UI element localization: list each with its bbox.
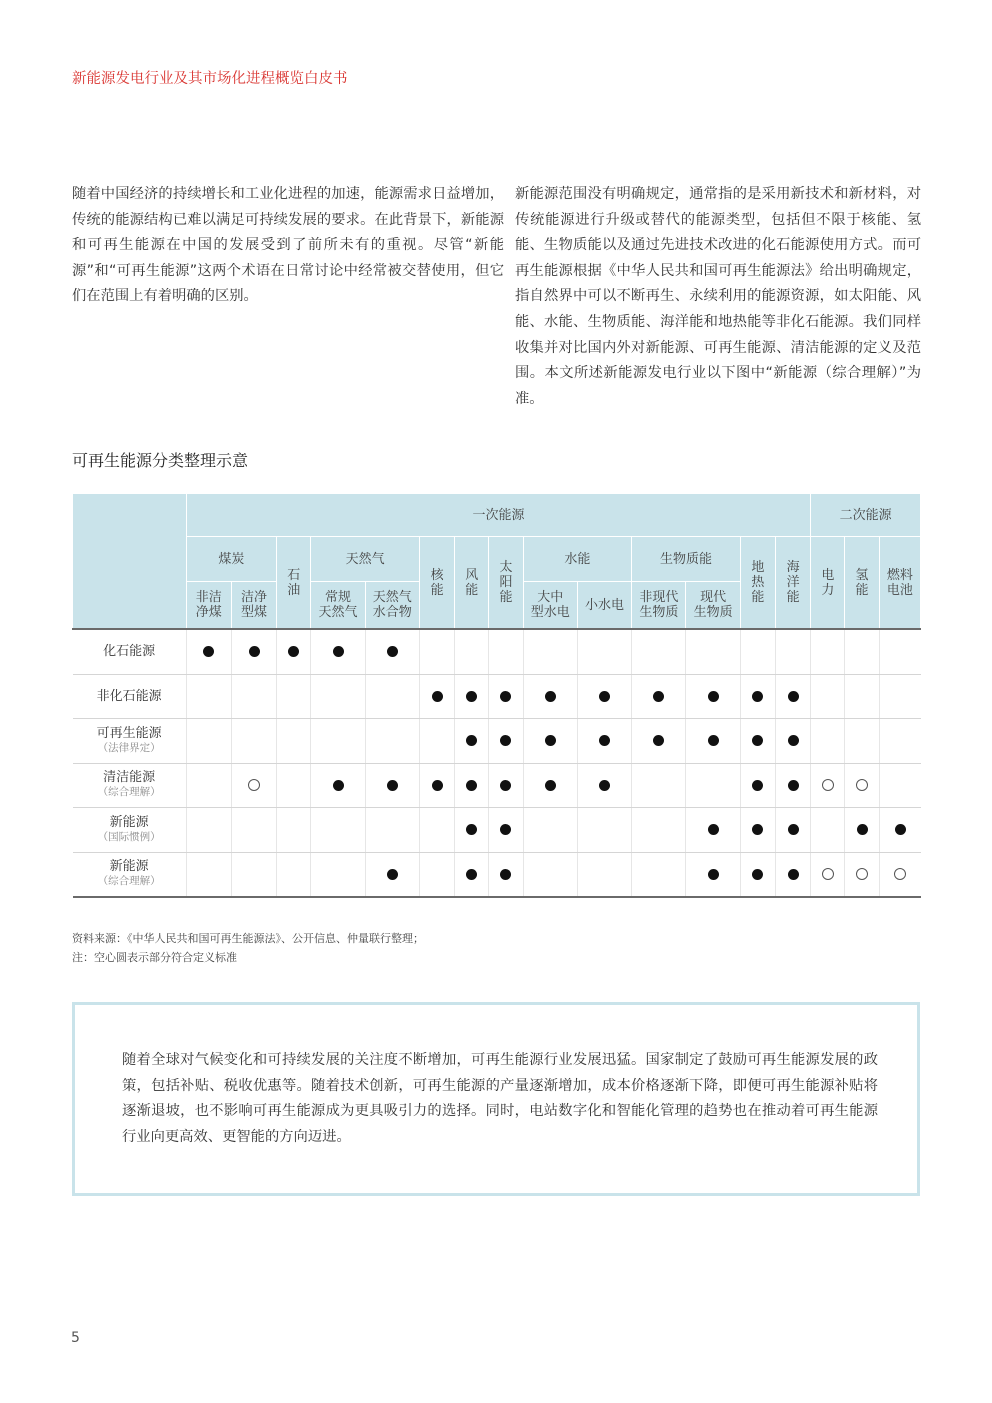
table-cell: [365, 674, 419, 719]
table-cell: [523, 674, 577, 719]
group-ocean: [776, 537, 811, 630]
table-cell: [632, 763, 686, 808]
table-cell: [311, 719, 365, 764]
table-cell: [231, 629, 276, 674]
filled-dot-icon: [500, 691, 511, 702]
table-cell: [311, 629, 365, 674]
table-cell: [686, 629, 740, 674]
group-electricity: [811, 537, 845, 630]
filled-dot-icon: [545, 780, 556, 791]
filled-dot-icon: [288, 646, 299, 657]
table-cell: [632, 852, 686, 897]
table-cell: [776, 719, 811, 764]
row-label-sub: （综合理解）: [97, 875, 161, 888]
filled-dot-icon: [599, 780, 610, 791]
table-cell: [811, 808, 845, 853]
note-line: 注：空心圆表示部分符合定义标准: [72, 951, 237, 964]
table-cell: [811, 674, 845, 719]
table-cell: [632, 808, 686, 853]
filled-dot-icon: [249, 646, 260, 657]
table-cell: [523, 719, 577, 764]
table-cell: [231, 808, 276, 853]
table-cell: [740, 763, 775, 808]
table-cell: [277, 629, 311, 674]
table-cell: [577, 763, 631, 808]
hollow-circle-icon: [856, 868, 868, 880]
table-cell: [186, 719, 231, 764]
sub-hydro-small: 小水电: [577, 582, 631, 630]
table-cell: [277, 808, 311, 853]
hollow-circle-icon: [894, 868, 906, 880]
section-title: 可再生能源分类整理示意: [72, 451, 249, 470]
group-hydrogen-label: 氢 能: [855, 567, 869, 598]
group-solar: [489, 537, 523, 630]
group-hydrogen: [845, 537, 879, 630]
sub-hydro-large: [523, 582, 577, 630]
table-cell: [811, 719, 845, 764]
table-cell: [419, 763, 454, 808]
table-cell: [455, 852, 489, 897]
filled-dot-icon: [752, 824, 763, 835]
sub-gas-hydrate-label: 天然气 水合物: [372, 590, 412, 620]
table-cell: [740, 674, 775, 719]
row-label-text: 非化石能源: [96, 688, 162, 704]
table-cell: [277, 674, 311, 719]
sub-gas-conventional: [311, 582, 365, 630]
table-cell: [879, 763, 920, 808]
table-cell: [740, 719, 775, 764]
row-label: [73, 629, 187, 674]
group-electricity-label: 电 力: [821, 567, 835, 598]
filled-dot-icon: [752, 780, 763, 791]
sub-coal-dirty-label: 非洁 净煤: [195, 590, 222, 620]
filled-dot-icon: [708, 824, 719, 835]
hollow-circle-icon: [822, 779, 834, 791]
table-cell: [740, 629, 775, 674]
filled-dot-icon: [708, 869, 719, 880]
callout-text: 随着全球对气候变化和可持续发展的关注度不断增加，可再生能源行业发展迅猛。国家制定了鼓励可再生能源发展的政策，包括补贴、税收优惠等。随着技术创新，可再生能源的产量逐渐增加，成本价格逐渐下降，即便可再生能源补贴将逐渐退坡，也不影响可再生能源成为更具吸引力的选择。同时，电站数字化和智能化管理的趋势也在推动着可再生能源行业向更高效、更智能的方向迈进。: [122, 1052, 878, 1145]
table-row: [73, 674, 921, 719]
table-cell: [455, 719, 489, 764]
table-cell: [419, 674, 454, 719]
row-label: [73, 852, 187, 897]
filled-dot-icon: [788, 780, 799, 791]
filled-dot-icon: [653, 735, 664, 746]
table-cell: [489, 808, 523, 853]
group-wind: [455, 537, 489, 630]
page-number: 5: [71, 1330, 80, 1346]
filled-dot-icon: [500, 824, 511, 835]
group-hydro: 水能: [523, 537, 632, 582]
hollow-circle-icon: [248, 779, 260, 791]
sub-coal-dirty: [186, 582, 231, 630]
table-cell: [419, 629, 454, 674]
table-cell: [776, 629, 811, 674]
hollow-circle-icon: [856, 779, 868, 791]
row-label-text: 可再生能源: [96, 725, 162, 741]
sub-coal-clean: [231, 582, 276, 630]
table-cell: [776, 852, 811, 897]
table-cell: [455, 674, 489, 719]
group-geothermal: [740, 537, 775, 630]
table-cell: [186, 808, 231, 853]
row-label-sub: （国际惯例）: [97, 830, 161, 843]
table-cell: [186, 763, 231, 808]
table-cell: [489, 763, 523, 808]
table-cell: [686, 852, 740, 897]
table-cell: [489, 852, 523, 897]
filled-dot-icon: [203, 646, 214, 657]
table-cell: [577, 674, 631, 719]
table-cell: [686, 763, 740, 808]
table-cell: [845, 763, 879, 808]
table-cell: [277, 719, 311, 764]
table-cell: [632, 629, 686, 674]
table-cell: [523, 629, 577, 674]
table-row: [73, 719, 921, 764]
table-cell: [365, 808, 419, 853]
filled-dot-icon: [599, 735, 610, 746]
table-cell: [577, 852, 631, 897]
filled-dot-icon: [432, 780, 443, 791]
row-label-text: 新能源: [109, 859, 149, 875]
table-cell: [489, 719, 523, 764]
table-cell: [311, 674, 365, 719]
table-cell: [811, 629, 845, 674]
table-cell: [365, 629, 419, 674]
filled-dot-icon: [857, 824, 868, 835]
sub-biomass-traditional-label: 非现代 生物质: [639, 590, 679, 620]
filled-dot-icon: [788, 824, 799, 835]
filled-dot-icon: [387, 646, 398, 657]
group-geothermal-label: 地 热 能: [751, 560, 765, 605]
filled-dot-icon: [752, 735, 763, 746]
row-label-sub: （综合理解）: [97, 786, 161, 799]
row-label-text: 化石能源: [103, 644, 156, 660]
filled-dot-icon: [466, 869, 477, 880]
table-cell: [231, 763, 276, 808]
sub-hydro-large-label: 大中 型水电: [530, 590, 570, 620]
row-label: [73, 808, 187, 853]
filled-dot-icon: [788, 691, 799, 702]
group-ocean-label: 海 洋 能: [786, 560, 800, 605]
filled-dot-icon: [599, 691, 610, 702]
group-fuelcell-label: 燃料 电池: [886, 567, 913, 598]
filled-dot-icon: [545, 735, 556, 746]
intro-right-paragraph: 新能源范围没有明确规定，通常指的是采用新技术和新材料，对传统能源进行升级或替代的能源类型，包括但不限于核能、氢能、生物质能以及通过先进技术改进的化石能源使用方式。而可再生能源根据《中华人民共和国可再生能源法》给出明确规定，指自然界中可以不断再生、永续利用的能源资源，如太阳能、风能、水能、生物质能、海洋能和地热能等非化石能源。我们同样收集并对比国内外对新能源、可再生能源、清洁能源的定义及范围。本文所述新能源发电行业以下图中“新能源（综合理解）”为准。: [515, 186, 921, 407]
callout-box: [72, 1002, 920, 1196]
group-wind-label: 风 能: [465, 567, 479, 598]
table-row: [73, 629, 921, 674]
sub-biomass-modern: [686, 582, 740, 630]
table-cell: [577, 629, 631, 674]
table-cell: [686, 674, 740, 719]
table-cell: [231, 719, 276, 764]
classification-table: [72, 493, 921, 898]
table-cell: [277, 763, 311, 808]
filled-dot-icon: [432, 691, 443, 702]
table-cell: [419, 852, 454, 897]
hollow-circle-icon: [822, 868, 834, 880]
table-row: [73, 763, 921, 808]
table-cell: [577, 808, 631, 853]
table-cell: [419, 719, 454, 764]
table-cell: [577, 719, 631, 764]
filled-dot-icon: [752, 691, 763, 702]
group-nuclear: [419, 537, 454, 630]
table-cell: [231, 852, 276, 897]
table-cell: [311, 808, 365, 853]
table-cell: [277, 852, 311, 897]
filled-dot-icon: [333, 780, 344, 791]
row-label: [73, 763, 187, 808]
filled-dot-icon: [333, 646, 344, 657]
filled-dot-icon: [788, 869, 799, 880]
sub-biomass-traditional: [632, 582, 686, 630]
group-oil-label: 石 油: [287, 567, 301, 598]
sub-gas-conventional-label: 常规 天然气: [318, 590, 358, 620]
filled-dot-icon: [788, 735, 799, 746]
group-fuelcell: [879, 537, 920, 630]
table-cell: [365, 763, 419, 808]
group-nuclear-label: 核 能: [430, 567, 444, 598]
filled-dot-icon: [466, 735, 477, 746]
table-cell: [186, 674, 231, 719]
table-cell: [879, 719, 920, 764]
filled-dot-icon: [545, 691, 556, 702]
filled-dot-icon: [466, 691, 477, 702]
header-secondary-energy: 二次能源: [811, 494, 921, 537]
table-cell: [455, 808, 489, 853]
filled-dot-icon: [708, 691, 719, 702]
table-cell: [879, 852, 920, 897]
table-cell: [845, 852, 879, 897]
table-cell: [186, 852, 231, 897]
table-cell: [879, 674, 920, 719]
row-label-sub: （法律界定）: [97, 741, 161, 754]
header-primary-energy: 一次能源: [186, 494, 811, 537]
filled-dot-icon: [895, 824, 906, 835]
table-cell: [845, 674, 879, 719]
filled-dot-icon: [653, 691, 664, 702]
table-cell: [311, 763, 365, 808]
filled-dot-icon: [752, 869, 763, 880]
sub-gas-hydrate: [365, 582, 419, 630]
table-cell: [365, 719, 419, 764]
table-cell: [489, 674, 523, 719]
table-cell: [845, 629, 879, 674]
group-gas: 天然气: [311, 537, 420, 582]
filled-dot-icon: [466, 824, 477, 835]
table-cell: [879, 808, 920, 853]
filled-dot-icon: [708, 735, 719, 746]
group-solar-label: 太 阳 能: [499, 560, 513, 605]
table-cell: [845, 808, 879, 853]
table-cell: [776, 763, 811, 808]
table-cell: [632, 719, 686, 764]
filled-dot-icon: [387, 869, 398, 880]
table-cell: [686, 808, 740, 853]
table-cell: [311, 852, 365, 897]
source-line: 资料来源：《中华人民共和国可再生能源法》、公开信息、仲量联行整理；: [72, 932, 424, 945]
table-corner-cell: [73, 494, 187, 630]
table-row: [73, 852, 921, 897]
group-coal: 煤炭: [186, 537, 277, 582]
filled-dot-icon: [500, 780, 511, 791]
table-cell: [455, 763, 489, 808]
group-biomass: 生物质能: [632, 537, 741, 582]
table-body: [73, 629, 921, 897]
table-cell: [845, 719, 879, 764]
table-cell: [740, 808, 775, 853]
filled-dot-icon: [500, 735, 511, 746]
table-cell: [632, 674, 686, 719]
header-title: 新能源发电行业及其市场化进程概览白皮书: [72, 71, 348, 87]
table-cell: [455, 629, 489, 674]
table-cell: [419, 808, 454, 853]
sub-biomass-modern-label: 现代 生物质: [693, 590, 733, 620]
row-label-text: 新能源: [109, 814, 149, 830]
table-cell: [740, 852, 775, 897]
row-label: [73, 674, 187, 719]
sub-coal-clean-label: 洁净 型煤: [241, 590, 268, 620]
row-label-text: 清洁能源: [103, 770, 156, 786]
table-cell: [365, 852, 419, 897]
table-cell: [523, 763, 577, 808]
intro-left-paragraph: 随着中国经济的持续增长和工业化进程的加速，能源需求日益增加，传统的能源结构已难以满足可持续发展的要求。在此背景下，新能源和可再生能源在中国的发展受到了前所未有的重视。尽管“新能源”和“可再生能源”这两个术语在日常讨论中经常被交替使用，但它们在范围上有着明确的区别。: [72, 186, 504, 305]
table-cell: [686, 719, 740, 764]
filled-dot-icon: [500, 869, 511, 880]
source-note: [72, 929, 424, 967]
table-cell: [523, 808, 577, 853]
classification-table-wrap: [72, 493, 921, 898]
filled-dot-icon: [466, 780, 477, 791]
table-cell: [489, 629, 523, 674]
row-label: [73, 719, 187, 764]
table-cell: [811, 763, 845, 808]
table-cell: [879, 629, 920, 674]
table-cell: [811, 852, 845, 897]
table-cell: [186, 629, 231, 674]
table-row: [73, 808, 921, 853]
group-oil: [277, 537, 311, 630]
table-cell: [231, 674, 276, 719]
table-cell: [523, 852, 577, 897]
table-cell: [776, 674, 811, 719]
filled-dot-icon: [387, 780, 398, 791]
table-cell: [776, 808, 811, 853]
